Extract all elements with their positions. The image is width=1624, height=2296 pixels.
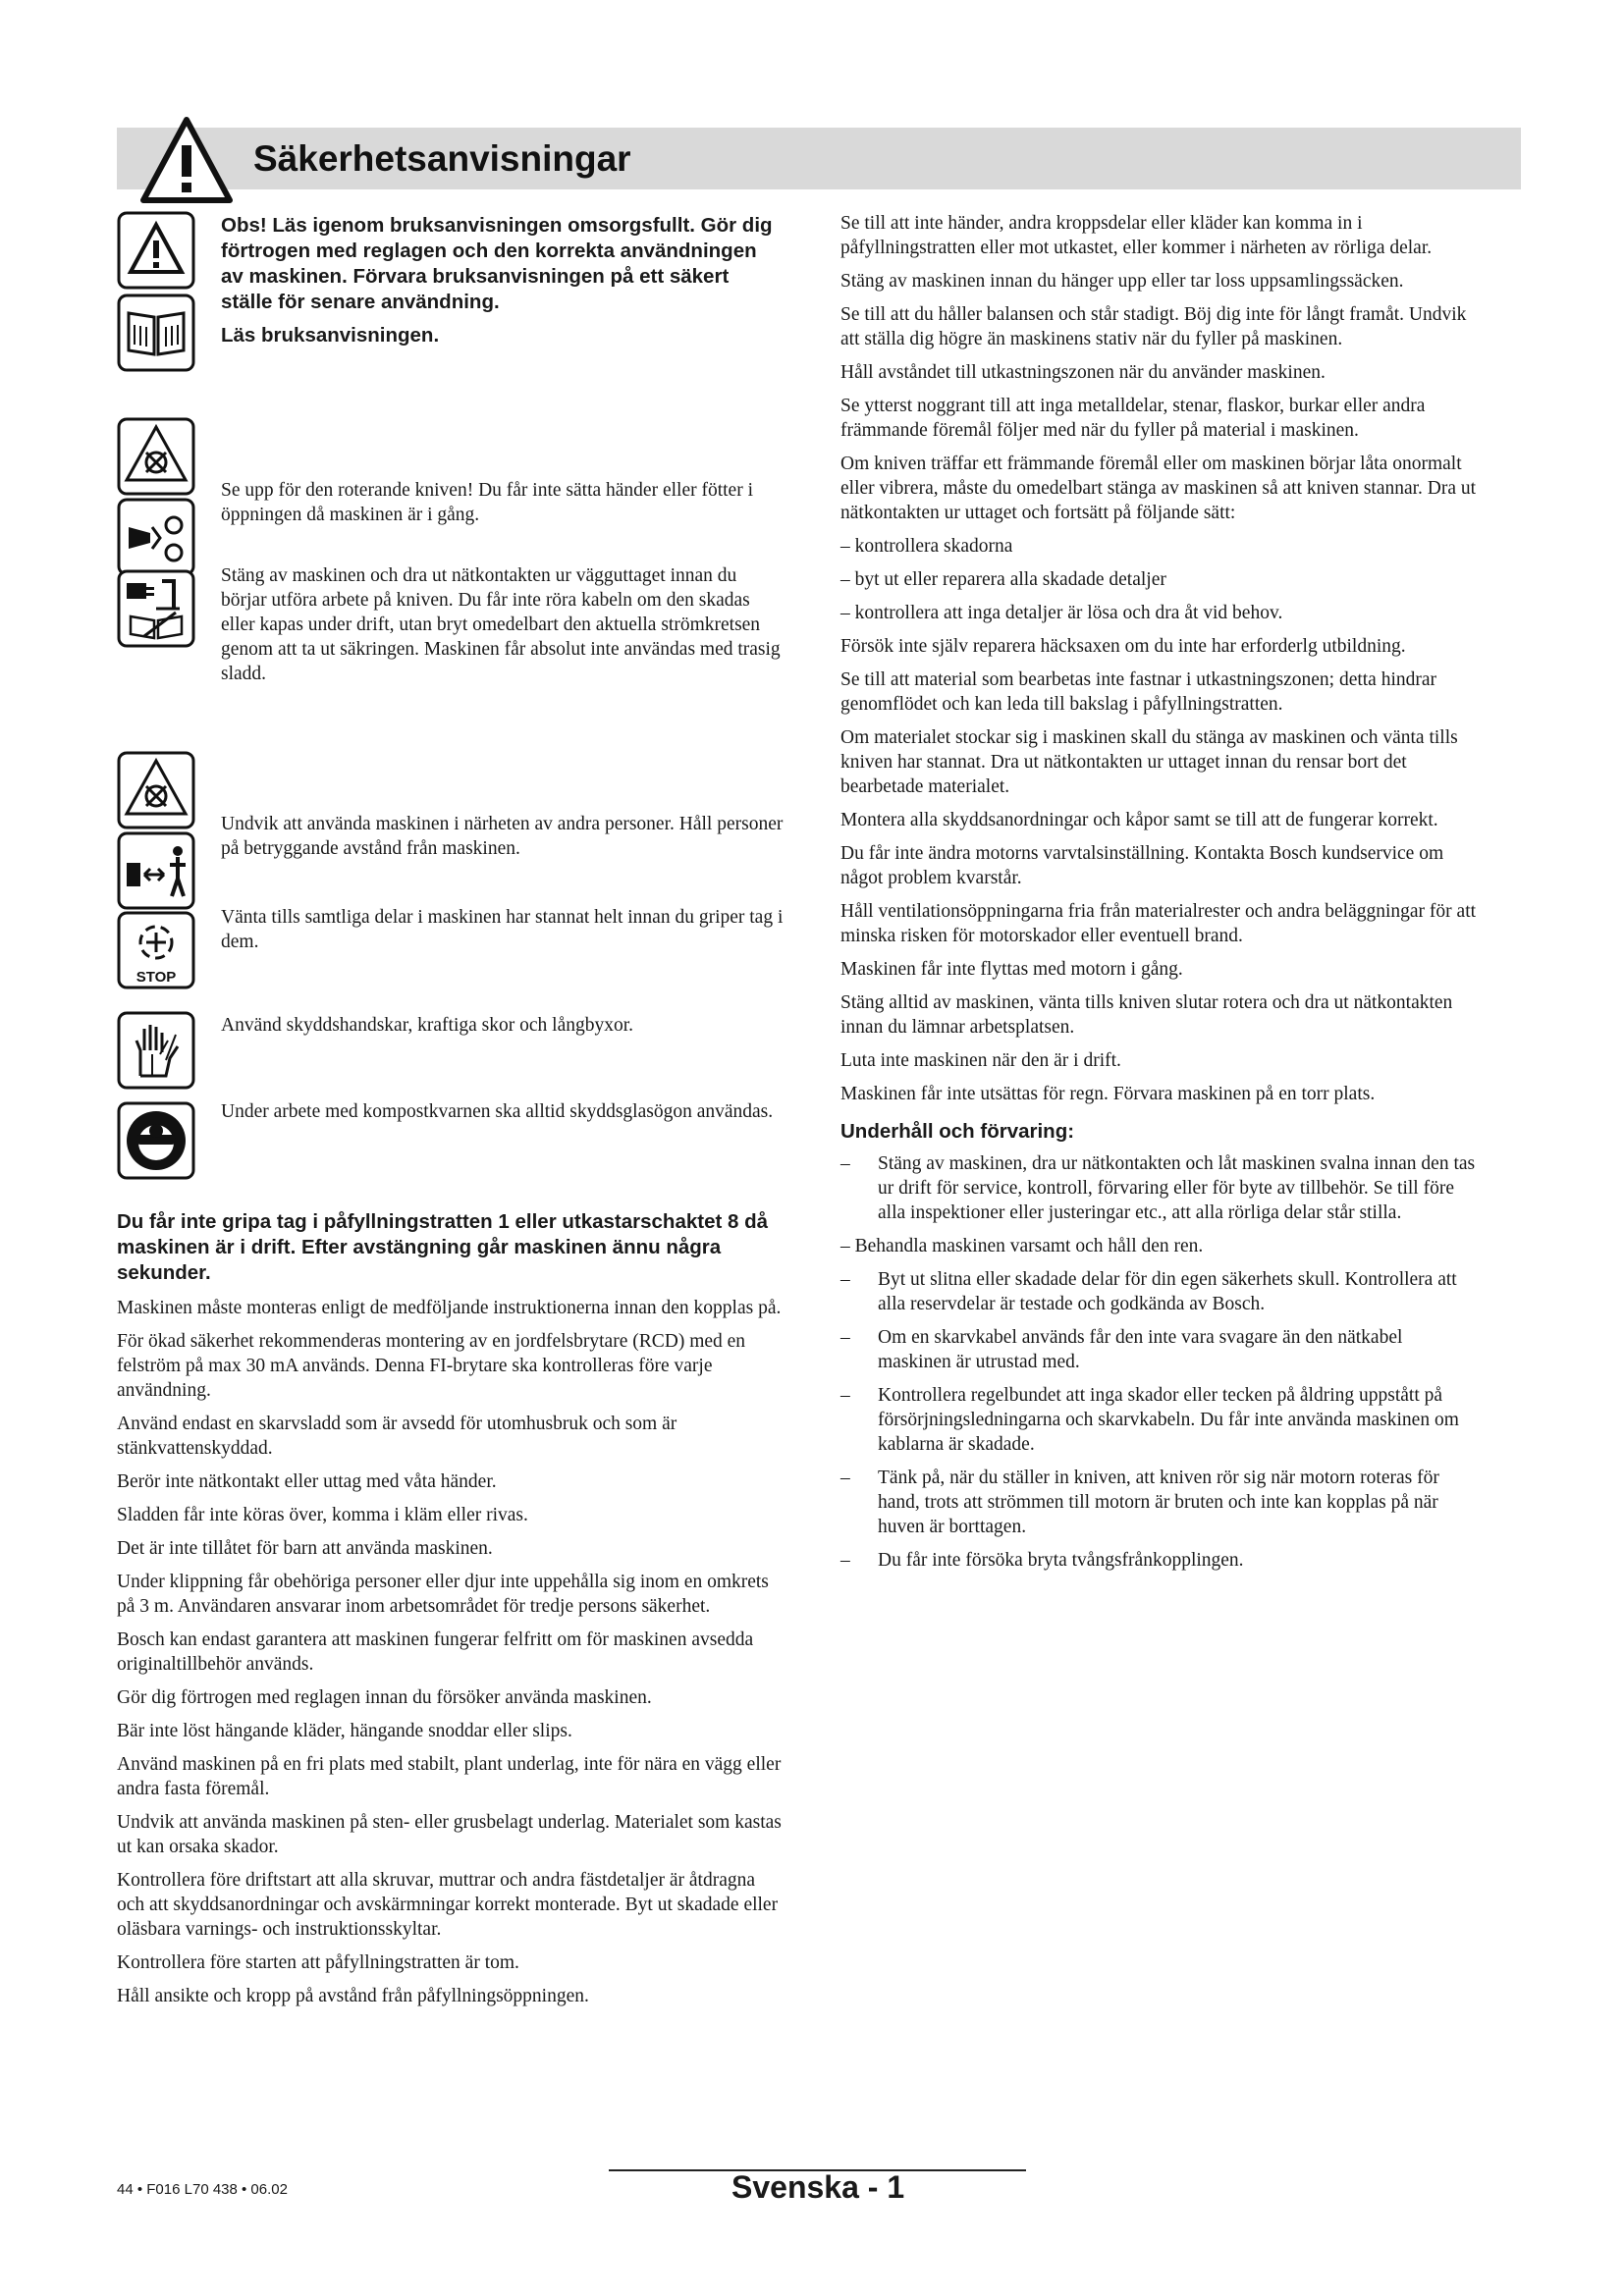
footer-page-label: Svenska - 1 [731,2169,905,2205]
hand-cut-icon [117,498,195,576]
footer-doc-code: 44 • F016 L70 438 • 06.02 [117,2181,288,2198]
gloves-icon [117,1011,195,1090]
icon-row-blade [117,417,785,569]
list-dash: – [840,1153,850,1174]
paragraph: Om materialet stockar sig i maskinen skall du stänga av maskinen och vänta tills kniven har stannat. Dra ut nätkontakten ur uttaget innan du rensar bort det bearbetade materialet. [840,727,1458,797]
stop-label: STOP [135,969,177,986]
list-item: – kontrollera skadorna [840,536,1013,557]
paragraph: Gör dig förtrogen med reglagen innan du försöker använda maskinen. [117,1687,652,1708]
manual-book-icon [117,294,195,372]
paragraph: Kontrollera före driftstart att alla skruvar, muttrar och andra fästdetaljer är åtdragna och att skyddsanordningar och avskärmningar korrekt monterade. Byt ut skadade eller oläsbara varnings- och instruktionsskyltar. [117,1870,779,1940]
unplug-text: Stäng av maskinen och dra ut nätkontakten ur vägguttaget innan du börjar utföra arbete på kniven. Du får inte röra kabeln om den skadas eller kapas under drift, utan bryt omedelbart den aktuella strömkretsen genom att ta ut säkringen. Maskinen får absolut inte användas med trasig sladd. [221,565,781,684]
read-manual-text: Läs bruksanvisningen. [221,324,440,347]
list-item: – byt ut eller reparera alla skadade detaljer [840,569,1166,590]
right-paragraphs-a [840,211,1479,525]
bystander-distance-icon [117,831,195,910]
intro-warning: Obs! Läs igenom bruksanvisningen omsorgsfullt. Gör dig förtrogen med reglagen och den korrekta användningen av maskinen. Förvara bruksanvisningen på ett säkert ställe för senare användning. [221,214,773,313]
goggles-text: Under arbete med kompostkvarnen ska alltid skyddsglasögon användas. [221,1101,774,1122]
unplug-icon [117,569,195,648]
list-item [840,1466,1479,1539]
icon-row-stop [117,907,785,1011]
paragraph: Sladden får inte köras över, komma i kläm eller rivas. [117,1505,528,1525]
gloves-text: Använd skyddshandskar, kraftiga skor och långbyxor. [221,1015,634,1036]
paragraph: Använd endast en skarvsladd som är avsedd för utomhusbruk och som är stänkvattenskyddad. [117,1414,677,1459]
bold-warning: Du får inte gripa tag i påfyllningstratten 1 eller utkastarschaktet 8 då maskinen är i drift. Efter avstängning går maskinen ännu några sekunder. [117,1210,769,1284]
paragraph: Använd maskinen på en fri plats med stabilt, plant underlag, inte för nära en vägg eller andra fasta föremål. [117,1754,782,1799]
paragraph: Bosch kan endast garantera att maskinen fungerar felfritt om för maskinen avsedda originaltillbehör används. [117,1629,754,1675]
list-dash: – [840,1385,850,1406]
icon-row-read-manual [117,211,785,398]
list-item [840,1325,1479,1374]
bystander-text: Undvik att använda maskinen i närheten av andra personer. Håll personer på betryggande avstånd från maskinen. [221,814,784,859]
list-item [840,1151,1479,1225]
list-item-text: Kontrollera regelbundet att inga skador eller tecken på åldring uppstått på försörjningsledningarna och skarvkabeln. Du får inte använda maskinen om kablarna är skadade. [878,1385,1459,1455]
list-item-text: Tänk på, när du ställer in kniven, att kniven rör sig när motorn roteras för hand, trots att strömmen till motorn är bruten och inte kan kopplas på när huven är borttagen. [878,1468,1439,1537]
paragraph: Se ytterst noggrant till att inga metalldelar, stenar, flaskor, burkar eller andra främmande föremål följer med när du fyller på material i maskinen. [840,396,1426,441]
paragraph: Stäng alltid av maskinen, vänta tills kniven slutar rotera och dra ut nätkontakten innan du lämnar arbetsplatsen. [840,992,1453,1038]
page-title: Säkerhetsanvisningar [253,138,631,179]
list-item [840,1383,1479,1457]
paragraph: Håll ventilationsöppningarna fria från materialrester och andra beläggningar för att minska risken för motorskador eller eventuell brand. [840,901,1477,946]
blade-warning-text: Se upp för den roterande kniven! Du får inte sätta händer eller fötter i öppningen då maskinen är i gång. [221,480,753,525]
paragraph: Berör inte nätkontakt eller uttag med våta händer. [117,1471,497,1492]
right-column [840,211,1479,1581]
warning-triangle-icon [139,116,234,204]
left-paragraphs [117,1296,785,2008]
list-dash: – [840,1327,850,1348]
paragraph: Maskinen får inte utsättas för regn. Förvara maskinen på en torr plats. [840,1084,1376,1104]
paragraph: Stäng av maskinen innan du hänger upp eller tar loss uppsamlingssäcken. [840,271,1404,292]
paragraph: Se till att material som bearbetas inte fastnar i utkastningszonen; detta hindrar genomflödet och kan leda till bakslag i påfyllningstratten. [840,669,1437,715]
list-item-text: Du får inte försöka bryta tvångsfrånkopplingen. [878,1550,1244,1571]
stop-blades-icon [117,911,195,989]
paragraph: Om kniven träffar ett främmande föremål eller om maskinen börjar låta onormalt eller vibrera, måste du omedelbart stänga av maskinen så att kniven stannar. Dra ut nätkontakten ur uttaget och fortsätt på följande sätt: [840,454,1477,523]
paragraph: Under klippning får obehöriga personer eller djur inte uppehålla sig inom en omkrets på 3 m. Användaren ansvarar inom arbetsområdet för tredje persons säkerhet. [117,1572,769,1617]
list-item-text: Stäng av maskinen, dra ur nätkontakten och låt maskinen svalna innan den tas ur drift för service, kontroll, förvaring eller för byte av tillbehör. Se till före alla inspektioner eller justeringar etc., att alla rörliga delar står stilla. [878,1153,1476,1223]
warning-triangle-icon [117,211,195,290]
paragraph: Montera alla skyddsanordningar och kåpor samt se till att de fungerar korrekt. [840,810,1438,830]
icon-row-unplug [117,565,785,741]
paragraph: Håll avståndet till utkastningszonen när du använder maskinen. [840,362,1326,383]
paragraph: Luta inte maskinen när den är i drift. [840,1050,1121,1071]
icon-row-goggles [117,1101,785,1192]
paragraph: Håll ansikte och kropp på avstånd från påfyllningsöppningen. [117,1986,589,2006]
list-item-text: Om en skarvkabel används får den inte vara svagare än den nätkabel maskinen är utrustad med. [878,1327,1403,1372]
paragraph: Se till att du håller balansen och står stadigt. Böj dig inte för långt framåt. Undvik att ställa dig högre än maskinens stativ när du fyller på maskinen. [840,304,1467,349]
list-item-text: – Behandla maskinen varsamt och håll den ren. [840,1236,1204,1256]
list-item [840,1548,1479,1573]
left-column [117,211,785,2017]
rotating-blade-icon [117,751,195,829]
icon-row-bystander [117,751,785,911]
paragraph: Kontrollera före starten att påfyllningstratten är tom. [117,1952,519,1973]
paragraph: Försök inte själv reparera häcksaxen om du inte har erforderlg utbildning. [840,636,1406,657]
list-item [840,1234,1479,1258]
list-item-text: Byt ut slitna eller skadade delar för din egen säkerhets skull. Kontrollera att alla reservdelar är testade och godkända av Bosch. [878,1269,1457,1314]
paragraph: Du får inte ändra motorns varvtalsinställning. Kontakta Bosch kundservice om något problem kvarstår. [840,843,1444,888]
list-dash: – [840,1468,850,1488]
maintenance-heading: Underhåll och förvaring: [840,1120,1075,1143]
paragraph: Det är inte tillåtet för barn att använda maskinen. [117,1538,493,1559]
check-items-list [840,534,1479,625]
icon-row-gloves [117,1011,785,1101]
list-item [840,1267,1479,1316]
goggles-icon [117,1101,195,1180]
right-paragraphs-b [840,634,1479,1106]
list-dash: – [840,1550,850,1571]
paragraph: Undvik att använda maskinen på sten- eller grusbelagt underlag. Materialet som kastas ut kan orsaka skador. [117,1812,782,1857]
stop-text: Vänta tills samtliga delar i maskinen har stannat helt innan du griper tag i dem. [221,907,784,952]
paragraph: Maskinen måste monteras enligt de medföljande instruktionerna innan den kopplas på. [117,1298,782,1318]
paragraph: Se till att inte händer, andra kroppsdelar eller kläder kan komma in i påfyllningstratten eller mot utkastet, eller kommer i närheten av rörliga delar. [840,213,1433,258]
list-dash: – [840,1269,850,1290]
list-item: – kontrollera att inga detaljer är lösa och dra åt vid behov. [840,603,1283,623]
maintenance-list [840,1151,1479,1573]
paragraph: Bär inte löst hängande kläder, hängande snoddar eller slips. [117,1721,572,1741]
paragraph: Maskinen får inte flyttas med motorn i gång. [840,959,1183,980]
paragraph: För ökad säkerhet rekommenderas montering av en jordfelsbrytare (RCD) med en felström på max 30 mA används. Denna FI-brytare ska kontrolleras före varje användning. [117,1331,746,1401]
rotating-blade-icon [117,417,195,496]
